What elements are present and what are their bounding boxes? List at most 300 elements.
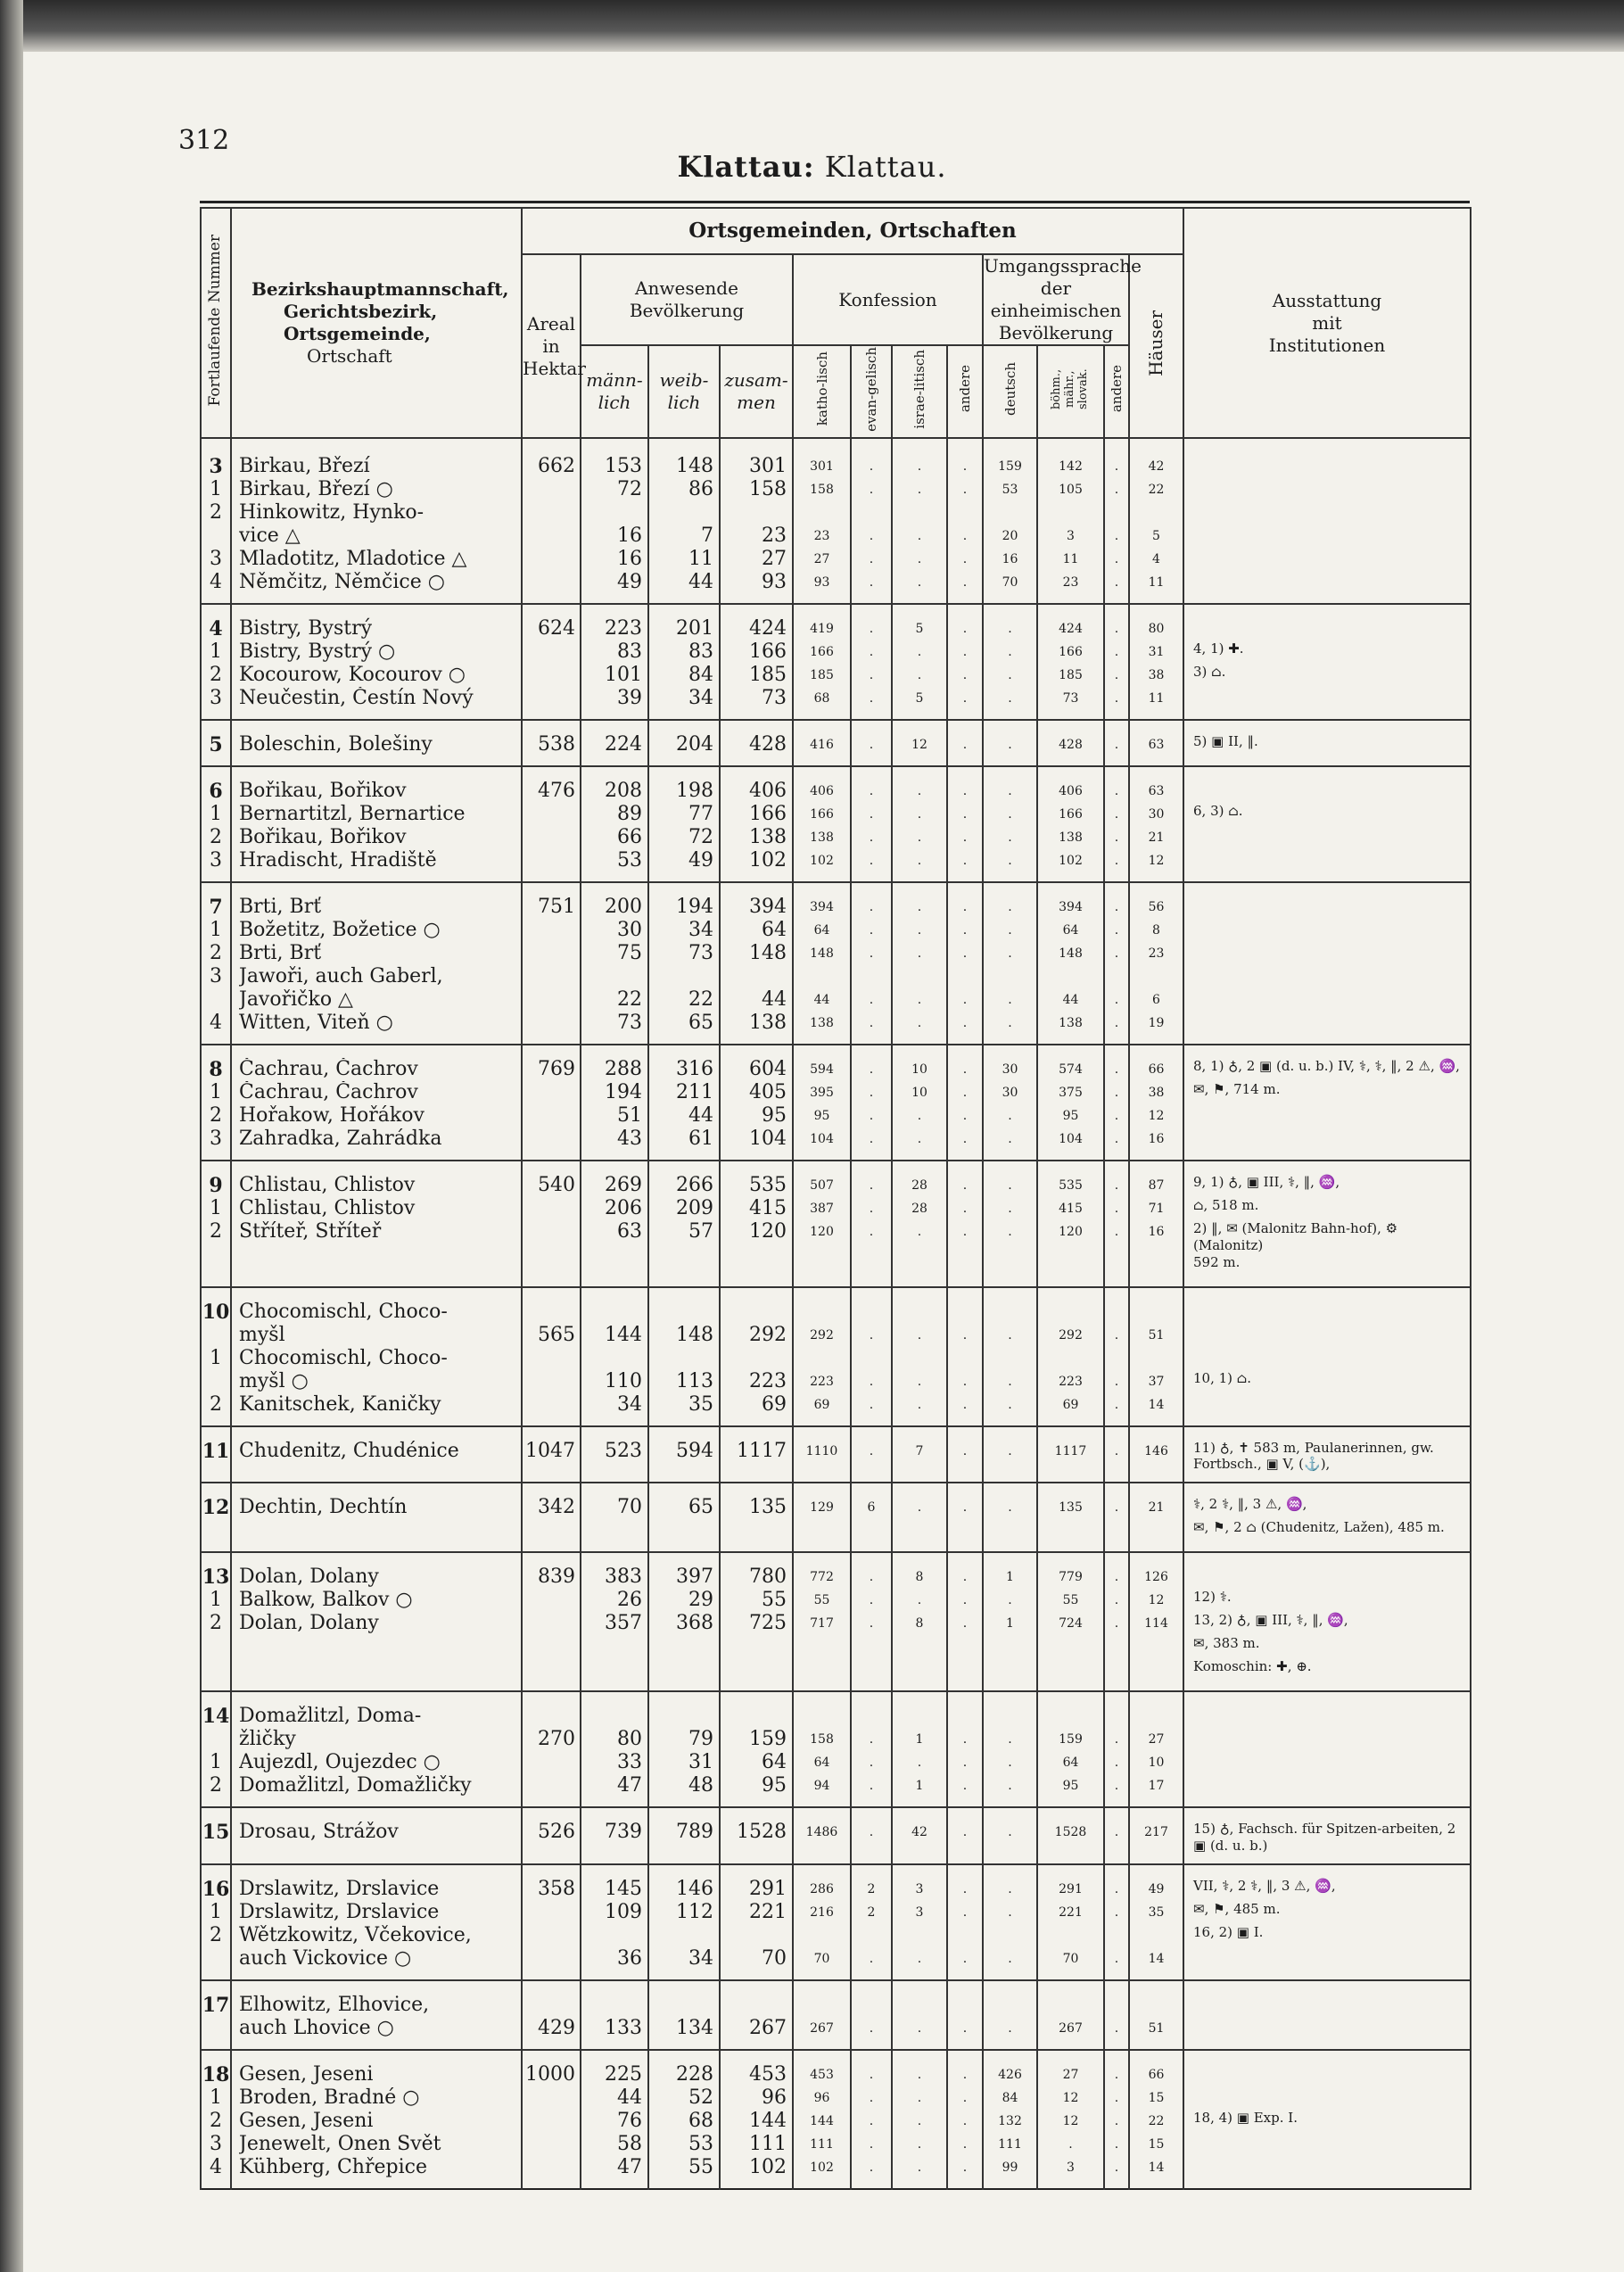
place-name-value: Hinkowitz, Hynko-: [239, 501, 425, 524]
ordinal-value: 3: [210, 965, 222, 987]
other-confession-value: .: [962, 1756, 968, 1770]
german-value: .: [1008, 645, 1012, 659]
jewish-cell: [892, 766, 947, 882]
czech-value: 779: [1059, 1570, 1083, 1584]
female-value: 594: [676, 1439, 713, 1462]
evangelical-value: .: [869, 854, 874, 868]
german-value: [984, 1347, 1036, 1370]
area-value: [523, 849, 575, 872]
female-value: [649, 1705, 713, 1728]
male-value: [581, 1924, 642, 1947]
czech-value: 11: [1062, 552, 1079, 566]
other-language-cell: [1104, 438, 1129, 604]
evangelical-cell: [851, 1045, 892, 1161]
other-language-value: .: [1114, 645, 1119, 659]
jewish-value: .: [917, 2020, 922, 2036]
czech-value: [1038, 1705, 1103, 1728]
catholic-value: 717: [810, 1616, 834, 1631]
male-value: 200: [605, 896, 642, 918]
evangelical-cell: [851, 1807, 892, 1864]
evangelical-value: .: [869, 830, 874, 845]
place-name-cell: [231, 2050, 522, 2189]
evangelical-value: .: [869, 2113, 874, 2128]
male-value: 133: [605, 2016, 642, 2039]
place-name-value: Kühberg, Chřepice: [239, 2155, 427, 2178]
ordinal-value: 17: [202, 1993, 230, 2017]
other-confession-value: .: [962, 2136, 968, 2152]
ordinal-value: 18: [202, 2062, 230, 2086]
institutions-cell: [1183, 1045, 1471, 1161]
place-name-cell: [231, 882, 522, 1045]
czech-value: [1038, 501, 1103, 525]
total-value: 96: [762, 2086, 787, 2109]
houses-value: [1130, 501, 1183, 525]
jewish-cell: [892, 1980, 947, 2050]
evangelical-cell: [851, 882, 892, 1045]
jewish-value: [893, 1994, 946, 2017]
municipality-group: [201, 438, 1471, 604]
evangelical-cell: [851, 1691, 892, 1807]
male-value: 39: [617, 687, 642, 709]
ordinal-value: 16: [202, 1877, 230, 1901]
female-value: 201: [676, 617, 713, 640]
jewish-cell: [892, 2050, 947, 2189]
female-value: 65: [688, 1012, 713, 1034]
other-confession-value: [948, 1705, 982, 1728]
other-confession-value: .: [962, 552, 968, 566]
czech-cell: [1037, 1807, 1104, 1864]
evangelical-value: .: [869, 2136, 874, 2152]
institutions-cell: [1183, 438, 1471, 604]
catholic-value: 267: [810, 2020, 834, 2036]
female-value: 7: [701, 525, 713, 547]
area-value: [523, 1370, 575, 1393]
ordinal-cell: [201, 1552, 231, 1691]
female-value: 65: [688, 1496, 713, 1518]
other-language-value: .: [1114, 575, 1119, 590]
male-value: 16: [617, 548, 642, 570]
scan-edge-top: [0, 0, 1624, 52]
jewish-value: .: [917, 830, 922, 845]
czech-value: [1038, 965, 1103, 988]
czech-cell: [1037, 766, 1104, 882]
evangelical-value: [852, 1301, 891, 1324]
male-cell: [581, 1161, 648, 1287]
male-value: 109: [605, 1900, 642, 1923]
area-value: [523, 525, 575, 548]
other-language-value: .: [1114, 552, 1119, 566]
czech-value: 3: [1067, 2160, 1075, 2175]
houses-value: 114: [1144, 1616, 1168, 1631]
catholic-value: 94: [813, 1779, 830, 1793]
municipality-group: [201, 720, 1471, 766]
houses-value: 23: [1148, 946, 1165, 961]
czech-value: 138: [1059, 830, 1083, 845]
male-value: 288: [605, 1058, 642, 1080]
area-value: [523, 1347, 575, 1370]
ordinal-value: 3: [210, 2132, 222, 2155]
institutions-cell: [1183, 1552, 1471, 1691]
total-value: 144: [749, 2109, 787, 2132]
catholic-cell: [793, 1807, 851, 1864]
total-value: 223: [749, 1369, 787, 1392]
place-name-value: Dolan, Dolany: [239, 1566, 379, 1588]
area-cell: [522, 438, 581, 604]
area-value: [523, 478, 575, 501]
male-cell: [581, 1426, 648, 1483]
other-confession-cell: [947, 882, 983, 1045]
jewish-value: .: [917, 1756, 922, 1770]
german-value: .: [1008, 1178, 1012, 1193]
area-cell: [522, 1864, 581, 1980]
german-value: .: [1008, 1443, 1012, 1458]
czech-value: 406: [1059, 784, 1083, 798]
female-value: 368: [676, 1612, 713, 1634]
institution-note: [1193, 2063, 1470, 2086]
evangelical-cell: [851, 1426, 892, 1483]
catholic-value: 301: [810, 459, 834, 474]
evangelical-value: 2: [867, 1881, 876, 1896]
male-value: 43: [617, 1128, 642, 1150]
jewish-value: .: [917, 2136, 922, 2152]
ordinal-value: 2: [210, 1923, 222, 1946]
evangelical-value: .: [869, 946, 874, 961]
czech-value: 185: [1059, 668, 1083, 682]
catholic-cell: [793, 2050, 851, 2189]
total-value: 535: [749, 1174, 787, 1196]
german-value: .: [1008, 923, 1012, 938]
male-value: [581, 1301, 642, 1324]
other-language-value: [1105, 501, 1128, 525]
german-value: .: [1008, 738, 1012, 752]
ordinal-cell: [201, 1807, 231, 1864]
other-confession-value: .: [962, 2067, 968, 2082]
area-value: [523, 1774, 575, 1797]
ordinal-value: [202, 525, 230, 548]
institutions-cell: [1183, 1426, 1471, 1483]
male-value: [581, 501, 642, 525]
other-language-value: [1105, 1301, 1128, 1324]
houses-cell: [1129, 1045, 1183, 1161]
other-confession-value: .: [962, 1178, 968, 1193]
institution-note: ✉, 383 m.: [1193, 1635, 1260, 1651]
male-value: [581, 1705, 642, 1728]
ordinal-value: 1: [210, 1900, 222, 1923]
area-value: 358: [538, 1877, 575, 1900]
houses-cell: [1129, 882, 1183, 1045]
houses-value: 87: [1148, 1178, 1165, 1193]
german-cell: [983, 882, 1037, 1045]
total-cell: [720, 766, 793, 882]
catholic-value: 1110: [805, 1443, 838, 1458]
place-name-value: Javořičko △: [239, 988, 353, 1011]
czech-value: 64: [1062, 1756, 1079, 1770]
ordinal-value: 8: [209, 1058, 223, 1081]
header-institutions: Ausstattung mit Institutionen: [1183, 208, 1471, 438]
place-name-value: Němčitz, Němčice ○: [239, 571, 445, 593]
jewish-value: .: [917, 1374, 922, 1389]
other-language-value: .: [1114, 946, 1119, 961]
institution-note: 15) ♁, Fachsch. für Spitzen-arbeiten, 2 ▣ (d. u. b.): [1193, 1821, 1456, 1854]
area-value: 839: [538, 1566, 575, 1588]
german-cell: [983, 604, 1037, 720]
total-cell: [720, 1426, 793, 1483]
catholic-value: 70: [813, 1951, 830, 1966]
male-value: 47: [617, 2155, 642, 2178]
total-value: 69: [762, 1392, 787, 1416]
czech-value: 415: [1059, 1202, 1083, 1216]
male-value: 194: [605, 1081, 642, 1103]
catholic-value: 286: [810, 1881, 834, 1896]
other-confession-value: [948, 501, 982, 525]
other-confession-value: .: [962, 1732, 968, 1747]
czech-value: 574: [1059, 1062, 1083, 1077]
female-value: 113: [676, 1369, 713, 1392]
total-value: 23: [762, 525, 787, 547]
other-language-cell: [1104, 1807, 1129, 1864]
german-value: .: [1008, 1374, 1012, 1389]
other-language-cell: [1104, 2050, 1129, 2189]
other-confession-value: .: [962, 1443, 968, 1458]
female-value: 194: [676, 896, 713, 918]
jewish-value: [893, 1301, 946, 1324]
header-houses: Häuser: [1129, 254, 1183, 438]
other-confession-value: .: [962, 645, 968, 659]
houses-value: [1130, 1994, 1183, 2017]
czech-value: [1038, 1301, 1103, 1324]
place-name-value: Chlistau, Chlistov: [239, 1174, 416, 1196]
houses-cell: [1129, 604, 1183, 720]
area-cell: [522, 1287, 581, 1426]
ordinal-cell: [201, 1483, 231, 1552]
houses-value: 63: [1148, 784, 1165, 798]
place-name-value: Jawoři, auch Gaberl,: [239, 965, 443, 987]
female-value: 112: [676, 1900, 713, 1923]
institution-note: [1193, 1566, 1470, 1589]
houses-cell: [1129, 1552, 1183, 1691]
catholic-value: 394: [810, 900, 834, 914]
catholic-value: 292: [810, 1327, 834, 1343]
other-language-value: .: [1114, 2160, 1119, 2175]
male-value: 357: [605, 1612, 642, 1634]
male-value: 76: [617, 2109, 642, 2132]
area-value: [523, 687, 575, 710]
institutions-cell: [1183, 1807, 1471, 1864]
municipality-group: [201, 1045, 1471, 1161]
other-confession-cell: [947, 1426, 983, 1483]
german-cell: [983, 720, 1037, 766]
czech-value: [1038, 1924, 1103, 1947]
ordinal-value: 2: [210, 2109, 222, 2132]
czech-value: 95: [1062, 1109, 1079, 1123]
male-cell: [581, 1045, 648, 1161]
other-language-value: [1105, 1705, 1128, 1728]
total-value: 405: [749, 1081, 787, 1103]
evangelical-value: .: [869, 900, 874, 914]
other-language-value: .: [1114, 784, 1119, 798]
municipality-group: [201, 1287, 1471, 1426]
houses-cell: [1129, 438, 1183, 604]
municipality-group: [201, 2050, 1471, 2189]
other-confession-value: .: [962, 2160, 968, 2175]
houses-value: 14: [1148, 1951, 1165, 1966]
evangelical-cell: [851, 766, 892, 882]
other-language-value: .: [1114, 1593, 1119, 1607]
evangelical-value: .: [869, 807, 874, 822]
other-confession-value: .: [962, 1327, 968, 1343]
houses-value: 10: [1148, 1756, 1165, 1770]
czech-cell: [1037, 1980, 1104, 2050]
other-language-cell: [1104, 1161, 1129, 1287]
other-language-value: .: [1114, 830, 1119, 845]
place-name-value: Bořikau, Bořikov: [239, 826, 407, 848]
other-language-value: .: [1114, 529, 1119, 543]
place-name-value: Gesen, Jeseni: [239, 2109, 374, 2132]
place-name-cell: [231, 1161, 522, 1287]
evangelical-value: [852, 501, 891, 525]
female-value: 83: [688, 640, 713, 663]
municipality-group: [201, 1864, 1471, 1980]
female-cell: [648, 1045, 720, 1161]
place-name-cell: [231, 1691, 522, 1807]
area-value: 565: [538, 1323, 575, 1346]
total-value: 159: [749, 1728, 787, 1750]
place-name-value: Bernartitzl, Bernartice: [239, 803, 466, 825]
total-cell: [720, 1864, 793, 1980]
houses-value: 16: [1148, 1132, 1165, 1146]
area-value: [523, 1751, 575, 1774]
catholic-cell: [793, 882, 851, 1045]
evangelical-value: .: [869, 668, 874, 682]
catholic-cell: [793, 1691, 851, 1807]
female-value: 211: [676, 1081, 713, 1103]
houses-value: [1130, 1924, 1183, 1947]
houses-value: 21: [1148, 1500, 1165, 1515]
german-value: .: [1008, 1881, 1012, 1896]
other-language-value: [1105, 965, 1128, 988]
other-language-value: .: [1114, 854, 1119, 868]
female-value: 22: [688, 988, 713, 1011]
other-confession-value: .: [962, 2020, 968, 2036]
houses-value: 22: [1148, 2113, 1165, 2128]
catholic-cell: [793, 1287, 851, 1426]
female-value: 55: [688, 2155, 713, 2178]
german-value: [984, 501, 1036, 525]
female-value: 44: [688, 1104, 713, 1127]
german-value: .: [1008, 854, 1012, 868]
area-value: [523, 1012, 575, 1035]
female-cell: [648, 2050, 720, 2189]
german-value: 84: [1002, 2090, 1018, 2105]
title-bold: Klattau:: [677, 150, 815, 184]
female-value: 52: [688, 2086, 713, 2109]
evangelical-value: .: [869, 1570, 874, 1584]
area-value: 526: [538, 1821, 575, 1843]
german-value: .: [1008, 1904, 1012, 1920]
houses-value: 11: [1148, 575, 1165, 590]
male-value: 66: [617, 826, 642, 848]
other-language-value: .: [1114, 807, 1119, 822]
jewish-value: 12: [911, 738, 927, 752]
area-cell: [522, 766, 581, 882]
houses-cell: [1129, 1287, 1183, 1426]
total-value: 102: [749, 849, 787, 872]
evangelical-cell: [851, 2050, 892, 2189]
catholic-value: 166: [810, 807, 834, 822]
female-cell: [648, 1552, 720, 1691]
area-value: [523, 2133, 575, 2156]
place-name-cell: [231, 1483, 522, 1552]
houses-cell: [1129, 1483, 1183, 1552]
czech-value: 70: [1062, 1951, 1079, 1966]
area-value: [523, 664, 575, 687]
other-confession-value: [948, 1347, 982, 1370]
male-value: [581, 1347, 642, 1370]
jewish-value: .: [917, 2113, 922, 2128]
place-name-value: Hradischt, Hradiště: [239, 849, 437, 872]
german-value: 30: [1002, 1062, 1018, 1077]
other-language-value: .: [1114, 2113, 1119, 2128]
evangelical-value: .: [869, 923, 874, 938]
male-value: 44: [617, 2086, 642, 2109]
other-language-cell: [1104, 1864, 1129, 1980]
female-value: 316: [676, 1058, 713, 1080]
area-value: [523, 826, 575, 849]
houses-value: 51: [1148, 1327, 1165, 1343]
place-name-cell: [231, 438, 522, 604]
other-language-value: .: [1114, 1500, 1119, 1515]
institution-note: [1193, 780, 1470, 803]
total-value: 725: [749, 1612, 787, 1634]
place-name-value: Zahradka, Zahrádka: [239, 1128, 442, 1150]
place-name-value: Dechtin, Dechtín: [239, 1496, 408, 1518]
area-value: [523, 1197, 575, 1220]
catholic-value: [794, 501, 850, 525]
total-value: 415: [749, 1197, 787, 1219]
houses-cell: [1129, 1426, 1183, 1483]
total-value: 73: [762, 687, 787, 709]
male-value: 206: [605, 1197, 642, 1219]
other-confession-cell: [947, 1045, 983, 1161]
czech-cell: [1037, 604, 1104, 720]
other-confession-value: .: [962, 529, 968, 543]
german-value: 99: [1002, 2160, 1018, 2175]
female-value: 29: [688, 1589, 713, 1611]
czech-cell: [1037, 438, 1104, 604]
male-cell: [581, 1864, 648, 1980]
jewish-cell: [892, 882, 947, 1045]
area-value: 1000: [525, 2062, 575, 2086]
catholic-value: 44: [813, 993, 830, 1007]
evangelical-value: [852, 965, 891, 988]
german-value: 16: [1002, 552, 1018, 566]
catholic-cell: [793, 438, 851, 604]
jewish-value: 28: [911, 1178, 927, 1193]
total-value: 95: [762, 1774, 787, 1797]
institutions-cell: [1183, 1161, 1471, 1287]
other-language-value: .: [1114, 2067, 1119, 2082]
catholic-value: 69: [813, 1397, 830, 1412]
evangelical-value: 2: [867, 1904, 876, 1920]
area-value: [523, 965, 575, 988]
catholic-value: 416: [810, 738, 834, 752]
jewish-value: .: [917, 668, 922, 682]
area-value: [523, 1924, 575, 1947]
evangelical-value: [852, 1994, 891, 2017]
jewish-value: .: [917, 1327, 922, 1343]
other-confession-value: .: [962, 1225, 968, 1239]
catholic-cell: [793, 1552, 851, 1691]
